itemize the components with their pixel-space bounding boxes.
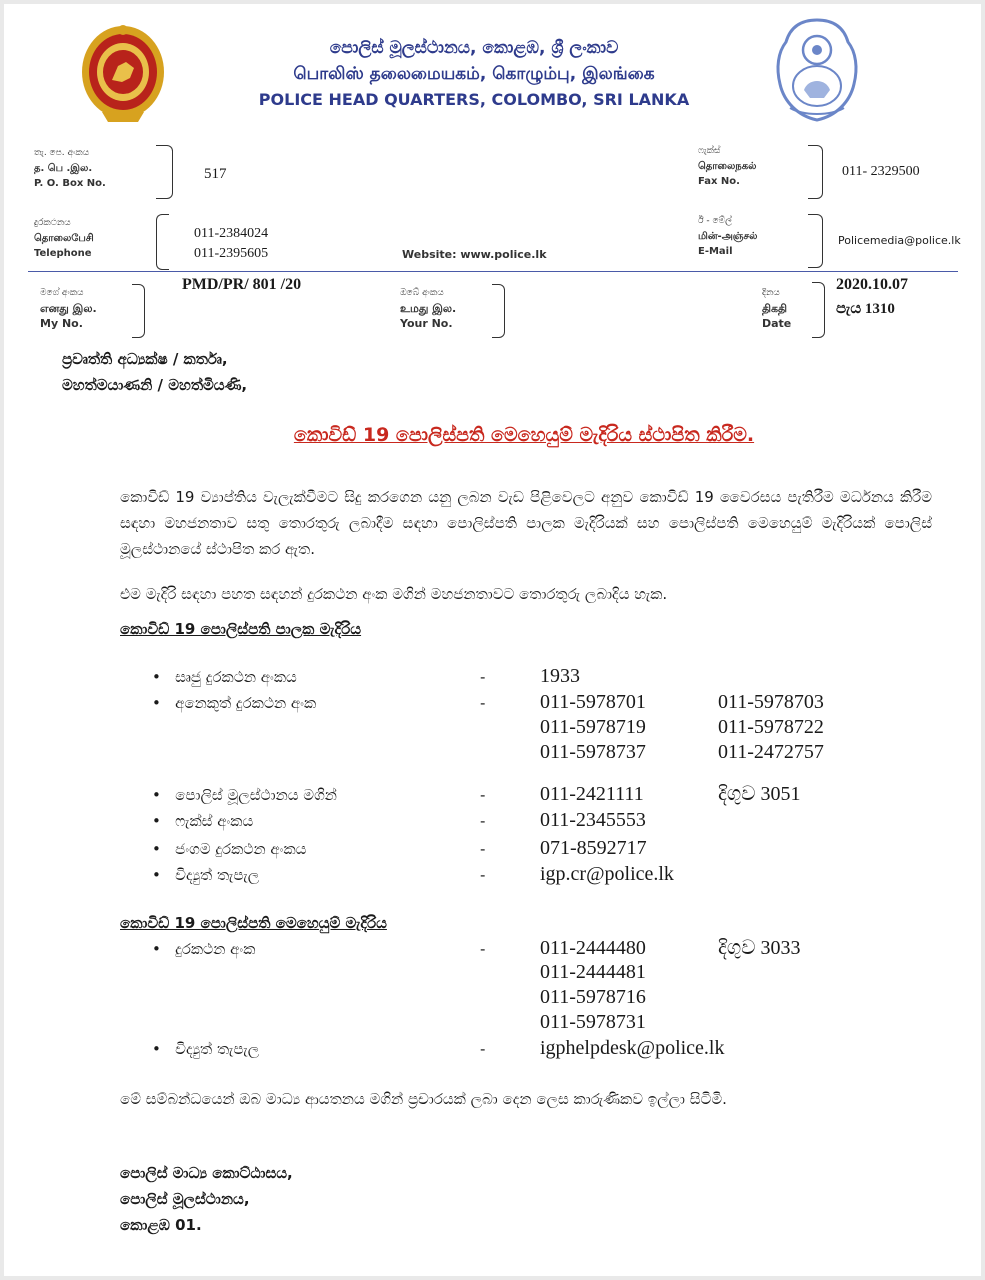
brace	[492, 284, 505, 338]
phone-number: 011-5978731	[540, 1011, 646, 1033]
phone-number: 011-5978737	[540, 741, 646, 763]
header-english: POLICE HEAD QUARTERS, COLOMBO, SRI LANKA	[258, 90, 690, 109]
phone-number: 011-2421111	[540, 783, 644, 805]
dash: -	[480, 866, 486, 884]
dash: -	[480, 1040, 486, 1058]
phone-number: 011-5978719	[540, 716, 646, 738]
header-divider	[28, 271, 958, 272]
subject-heading: කොවිඩ් 19 පොලිස්පති මෙහෙයුම් මැදිරිය ස්ථාපිත කිරීම.	[293, 424, 755, 446]
closing-paragraph: මේ සම්බන්ධයෙන් ඔබ මාධ්‍ය ආයතනය මගින් ප්‍රචාරයක් ලබා දෙන ලෙස කාරුණිකව ඉල්ලා සිටිමි.	[120, 1090, 727, 1108]
telephone-label: දුරකථනය தொலைபேசி Telephone	[34, 218, 94, 259]
list-item: • ෆැක්ස් අංකය	[152, 812, 254, 830]
brace	[156, 214, 169, 270]
telephone-value-2: 011-2395605	[194, 246, 269, 261]
fax-number: 011-2345553	[540, 809, 646, 831]
list-item: • විද්‍යුත් තැපැල	[152, 1040, 260, 1058]
fax-value: 011- 2329500	[842, 164, 920, 179]
po-box-value: 517	[204, 166, 227, 182]
phone-number: 1933	[540, 665, 580, 687]
list-item: • දුරකථන අංක	[152, 940, 256, 958]
email-address: igp.cr@police.lk	[540, 863, 674, 885]
brace	[132, 284, 145, 338]
po-box-label: තැ. පෙ. අංකය த. பெ .இல. P. O. Box No.	[34, 148, 106, 189]
dash: -	[480, 668, 486, 686]
phone-number: 011-5978716	[540, 986, 646, 1008]
date-value: 2020.10.07	[836, 276, 908, 293]
brace	[808, 214, 823, 268]
header-tamil: பொலிஸ் தலைமையகம், கொழும்பு, இலங்கை	[293, 64, 655, 84]
police-crest-icon	[774, 18, 860, 122]
phone-number: 011-2444481	[540, 961, 646, 983]
brace	[156, 145, 173, 199]
website: Website: www.police.lk	[402, 248, 547, 261]
salutation-line-1: ප්‍රවෘත්ති අධ්‍යක්ෂ / කර්තෘ,	[62, 350, 228, 368]
phone-number: 011-5978701	[540, 691, 646, 713]
telephone-value-1: 011-2384024	[194, 226, 269, 241]
signature-line-3: කොළඹ 01.	[120, 1216, 202, 1234]
list-item: • පොලිස් මූලස්ථානය මගින්	[152, 786, 337, 804]
list-item: • සෘජු දුරකථන අංකය	[152, 668, 297, 686]
signature-line-1: පොලිස් මාධ්‍ය කොට්ඨාසය,	[120, 1164, 293, 1182]
email-label: ඊ - මේල් மின்-அஞ்சல் E-Mail	[698, 216, 758, 257]
extension: දිගුව 3033	[718, 937, 801, 959]
date-time: පැය 1310	[836, 301, 895, 317]
phone-number: 011-5978722	[718, 716, 824, 738]
brace	[808, 145, 823, 199]
header-sinhala: පොලිස් මූලස්ථානය, කොළඹ, ශ්‍රී ලංකාව	[329, 38, 619, 58]
my-no-value: PMD/PR/ 801 /20	[182, 276, 302, 293]
email-value: Policemedia@police.lk	[838, 234, 961, 247]
section-1-title: කොවිඩ් 19 පොලිස්පති පාලක මැදිරිය	[120, 620, 362, 638]
phone-number: 011-5978703	[718, 691, 824, 713]
body-paragraph-1: කොවිඩ් 19 ව්‍යාප්තිය වැලැක්වීමට සිදු කරගෙන යනු ලබන වැඩ පිළිවෙලට අනුව කොවිඩ් 19 වෛරසය පැතිරීම මර්ධනය කිරීම සඳහා මහජනතාව සතු තොරතුරු ලබාදීම සඳහා පොලිස්පති පාලක මැදිරියක් සහ පොලිස්පති මෙහෙයුම් මැදිරියක් පොලිස් මූලස්ථානයේ ස්ථාපිත කර ඇත.	[120, 488, 932, 558]
body-paragraph-2: එම මැදිරි සඳහා පහත සඳහන් දුරකථන අංක මගින් මහජනතාවට තොරතුරු ලබාදිය හැක.	[120, 585, 668, 603]
salutation-line-2: මහත්මයාණනි / මහත්මියණි,	[62, 376, 248, 394]
list-item: • විද්‍යුත් තැපැල	[152, 866, 260, 884]
section-2-title: කොවිඩ් 19 පොලිස්පති මෙහෙයුම් මැදිරිය	[120, 914, 387, 932]
your-no-label: ඔබේ අංකය உமது இல. Your No.	[400, 288, 457, 330]
sri-lanka-emblem-icon	[78, 22, 168, 126]
mobile-number: 071-8592717	[540, 837, 647, 859]
phone-number: 011-2444480	[540, 937, 646, 959]
dash: -	[480, 694, 486, 712]
brace	[812, 282, 825, 338]
dash: -	[480, 812, 486, 830]
letter-page	[4, 4, 981, 1276]
list-item: • ජංගම දුරකථන අංකය	[152, 840, 307, 858]
my-no-label: මගේ අංකය எனது இல. My No.	[40, 288, 97, 330]
signature-line-2: පොලිස් මූලස්ථානය,	[120, 1190, 250, 1208]
list-item: • අනෙකුත් දුරකථන අංක	[152, 694, 317, 712]
dash: -	[480, 840, 486, 858]
dash: -	[480, 786, 486, 804]
extension: දිගුව 3051	[718, 783, 801, 805]
dash: -	[480, 940, 486, 958]
email-address: igphelpdesk@police.lk	[540, 1037, 725, 1059]
phone-number: 011-2472757	[718, 741, 824, 763]
date-label: දිනය திகதி Date	[762, 288, 792, 330]
fax-label: ෆැක්ස් தொலைநகல் Fax No.	[698, 146, 757, 187]
